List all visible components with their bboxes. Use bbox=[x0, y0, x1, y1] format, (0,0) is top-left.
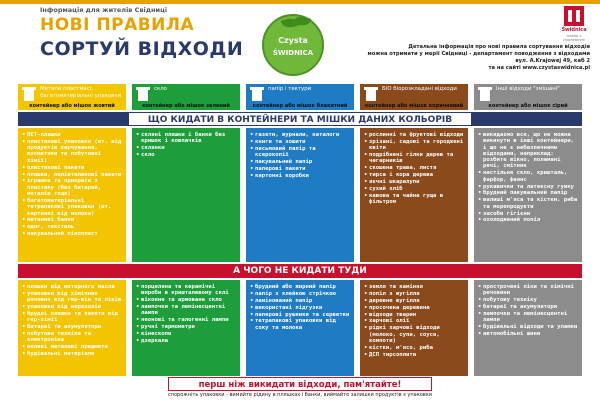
list-item: • папір з клейкою стрічкою bbox=[250, 291, 350, 297]
put-in-column-blue bbox=[246, 128, 354, 262]
crest-tower-icon bbox=[576, 10, 580, 22]
list-item: • побутову техніку bbox=[478, 297, 578, 303]
not-put-in-column-brown bbox=[360, 280, 468, 376]
list-item: • брудний пакувальний папір bbox=[478, 190, 578, 196]
bin-icon bbox=[364, 87, 378, 101]
list-item: • кістки, м'ясо, риба bbox=[364, 345, 464, 351]
list-item: • попіл з вугілля bbox=[364, 291, 464, 297]
info-line: можна отримати у мерії Свідниці - департамент поводження з відходами bbox=[367, 51, 590, 57]
list-item: • віконне та армоване скло bbox=[136, 297, 236, 303]
list-item: • газети, журнали, каталоги bbox=[250, 132, 350, 138]
list-item: • прострочені ліки та хімічні речовини bbox=[478, 284, 578, 297]
crest-tagline: miasto z charakterem bbox=[562, 34, 586, 42]
list-item: • ПЕТ-пляшки bbox=[22, 132, 122, 138]
list-item: • засоби гігієни bbox=[478, 211, 578, 217]
category-note: контейнер або мішок сірий bbox=[488, 103, 568, 109]
list-item: • деревне вугілля bbox=[364, 298, 464, 304]
list-item: • великі металеві предмети bbox=[22, 344, 122, 350]
list-item: • пластикові упаковки (ет. від продуктів харчування, косметики та побутової хімії) bbox=[22, 139, 122, 164]
info-line: Детальна інформація про нові правила сортування відходів bbox=[408, 44, 590, 50]
list-item: • ручні термометри bbox=[136, 324, 236, 330]
not-put-in-column-blue bbox=[246, 280, 354, 376]
category-note: контейнер або мішок зелений bbox=[142, 103, 230, 109]
list-item: • відходи тварин bbox=[364, 312, 464, 318]
logo-line2: ŚWIDNICA bbox=[272, 49, 314, 57]
put-in-column-yellow bbox=[18, 128, 126, 262]
crest-tower-icon bbox=[568, 10, 572, 22]
contact-info bbox=[340, 44, 590, 72]
list-item: • упаковки від хімічних речовин від гер-він та ліків bbox=[22, 291, 122, 304]
list-item: • паперові рушники та серветки bbox=[250, 312, 350, 318]
list-item: • брудний або жирний папір bbox=[250, 284, 350, 290]
footer-note: спорожніть упаковки - вимийте рідину в пляшках і банки, виймайте залишки продуктів з упаковки bbox=[167, 392, 432, 398]
category-note: контейнер або мішок коричневий bbox=[364, 103, 464, 109]
put-in-column-green bbox=[132, 128, 240, 262]
list-item: • валиші м'яса та кістки, риба та морепродукти bbox=[478, 197, 578, 210]
header-subtitle: Інформація для жителів Свідниці bbox=[40, 6, 168, 14]
category-yellow bbox=[18, 84, 126, 110]
list-item: • кавова та чайна гуща в фільтром bbox=[364, 193, 464, 206]
section-bar-remember bbox=[18, 377, 582, 391]
list-item: • скошена трава, листя bbox=[364, 165, 464, 171]
list-item: • брудні пляшки та пакети від гер-хімії bbox=[22, 311, 122, 324]
list-item: • письмовий папір та ксерокопії bbox=[250, 146, 350, 159]
section-title: А ЧОГО НЕ КИДАТИ ТУДИ bbox=[128, 264, 472, 278]
category-label: скло bbox=[154, 86, 167, 92]
list-item: • тетрапакові упаковки від соку та молока bbox=[250, 318, 350, 331]
section-bar-put-in bbox=[18, 112, 582, 126]
list-item: • харчові олії bbox=[364, 318, 464, 324]
list-item: • скляні пляшки і банки без кришок і ковпачків bbox=[136, 132, 236, 145]
list-item: • лампочки та люмінесцентні лампи bbox=[136, 304, 236, 317]
crest-name: Świdnica bbox=[561, 27, 587, 33]
not-put-in-column-gray bbox=[474, 280, 582, 376]
list-item: • зрізані, садові та городжені квіти bbox=[364, 139, 464, 152]
list-item: • будівельні матеріали bbox=[22, 351, 122, 357]
section-title: перш ніж викидати відходи, пам'ятайте! bbox=[168, 377, 432, 391]
city-crest bbox=[556, 6, 592, 40]
logo-line1: Czysta bbox=[278, 36, 308, 45]
list-item: • порцеляна та керамічні вироби в кришталевому склі bbox=[136, 284, 236, 297]
section-title: ЩО КИДАТИ В КОНТЕЙНЕРИ ТА МІШКИ ДАНИХ КОЛЬОРІВ bbox=[128, 112, 472, 126]
category-row bbox=[18, 84, 582, 110]
list-item: • неонові та галогенні лампи bbox=[136, 317, 236, 323]
category-note: контейнер або мішок жовтий bbox=[29, 103, 115, 109]
czysta-swidnica-logo bbox=[262, 14, 324, 76]
header-title-line1: НОВІ ПРАВИЛА bbox=[40, 15, 195, 35]
list-item: • дзеркала bbox=[136, 338, 236, 344]
list-item: • ДСП тирсоплити bbox=[364, 352, 464, 358]
put-in-column-gray bbox=[474, 128, 582, 262]
list-item: • картонні коробки bbox=[250, 173, 350, 179]
category-label: папір і тектури bbox=[268, 86, 312, 92]
category-label: Інші відходи "змішані" bbox=[496, 86, 560, 92]
crest-shield-icon bbox=[564, 6, 584, 26]
list-item: • охолоджений попіл bbox=[478, 217, 578, 223]
list-item: • будівельні відходи та уламки bbox=[478, 324, 578, 330]
list-item: • подрібнені гілки дерев та чагарників bbox=[364, 152, 464, 165]
list-item: • пакувальний пінопласт bbox=[22, 231, 122, 237]
category-label: БІО біорозкладані відходи bbox=[382, 86, 457, 92]
list-item: • батареї та акумулятори bbox=[478, 304, 578, 310]
list-item: • пакувальний папір bbox=[250, 159, 350, 165]
not-put-in-column-yellow bbox=[18, 280, 126, 376]
list-item: • кінескопи bbox=[136, 331, 236, 337]
category-note: контейнер або мішок блакитний bbox=[252, 103, 348, 109]
list-item: • рідкі харчові відходи (молоко, супи, соуси, компоти) bbox=[364, 325, 464, 344]
list-item: • ламінований папір bbox=[250, 298, 350, 304]
list-item: • пляшки, поліетиленові пакети bbox=[22, 172, 122, 178]
list-item: • книги та зошити bbox=[250, 139, 350, 145]
list-item: • сухий хліб bbox=[364, 186, 464, 192]
list-item: • лампочки та люмінесцентні лампи bbox=[478, 311, 578, 324]
put-in-column-brown bbox=[360, 128, 468, 262]
list-item: • яєчні шкаралупи bbox=[364, 179, 464, 185]
list-item: • паперові пакети bbox=[250, 166, 350, 172]
list-item: • багатоматеріальні тетрапакові упаковки (ет. картонні від молока) bbox=[22, 198, 122, 217]
list-item: • одяг, текстиль bbox=[22, 224, 122, 230]
list-item: • рукавички та латексну гумку bbox=[478, 184, 578, 190]
list-item: • настільне скло, кришталь, фарфор, фаянс bbox=[478, 170, 578, 183]
category-gray bbox=[474, 84, 582, 110]
category-blue bbox=[246, 84, 354, 110]
category-label: Метали,пластмасі, багатоматеріальні упаковки bbox=[40, 86, 122, 99]
list-item: • використані підгузки bbox=[250, 305, 350, 311]
category-brown bbox=[360, 84, 468, 110]
list-item: • пластикові пакети bbox=[22, 165, 122, 171]
list-item: • металеві банки bbox=[22, 217, 122, 223]
bin-icon bbox=[250, 87, 264, 101]
bin-icon bbox=[22, 87, 36, 101]
not-put-in-column-green bbox=[132, 280, 240, 376]
bin-icon bbox=[478, 87, 492, 101]
list-item: • скло bbox=[136, 152, 236, 158]
header-title-line2: СОРТУЙ ВІДХОДИ bbox=[40, 38, 244, 60]
list-item: • упаковки від аерозолів bbox=[22, 304, 122, 310]
section-bar-not-put-in bbox=[18, 264, 582, 278]
bin-icon bbox=[136, 87, 150, 101]
list-item: • побутова техніка та електроніка bbox=[22, 331, 122, 344]
list-item: • пляшки від моторного масла bbox=[22, 284, 122, 290]
list-item: • викидаємо все, що не можна викинути в інші контейнери, і що не є небезпечними відходами, наприклад: розбите вікно, поламані речі, смітник bbox=[478, 132, 578, 170]
info-line: вул. А.Krajowej 49, каб 2 bbox=[515, 58, 590, 64]
list-item: • тирса і кора дерева bbox=[364, 172, 464, 178]
list-item: • рослинні та фруктові відходи bbox=[364, 132, 464, 138]
top-color-band bbox=[0, 0, 600, 4]
list-item: • земля та каміння bbox=[364, 284, 464, 290]
category-green bbox=[132, 84, 240, 110]
list-item: • просочена деревина bbox=[364, 305, 464, 311]
list-item: • склянки bbox=[136, 145, 236, 151]
list-item: • іграшки та прикраси з пластику (без батарей, металів тощо) bbox=[22, 178, 122, 197]
info-line: та на сайті www.czystaswidnica.pl bbox=[488, 65, 590, 71]
list-item: • батареї та акумулятори bbox=[22, 324, 122, 330]
list-item: • автомобільні шини bbox=[478, 331, 578, 337]
